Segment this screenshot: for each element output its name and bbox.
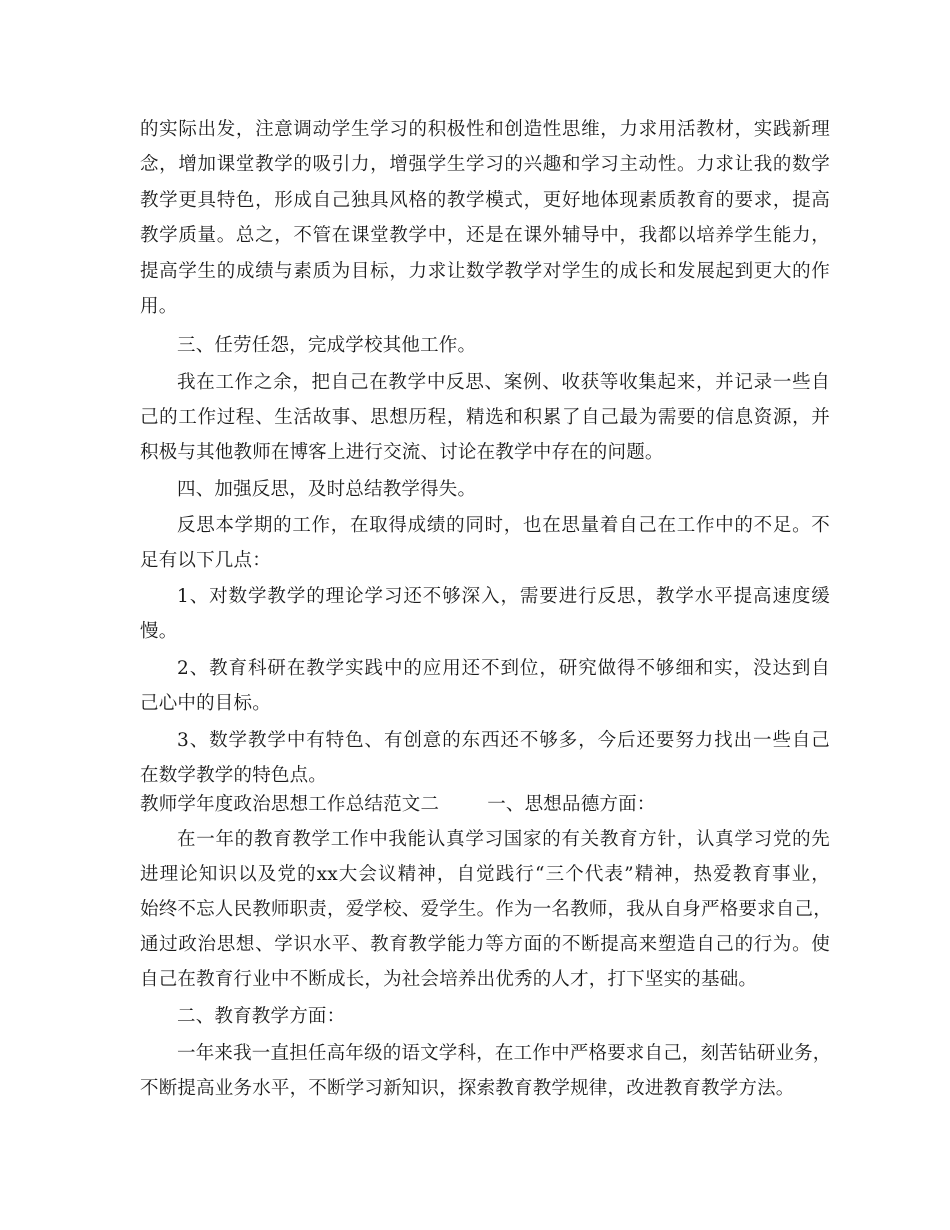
paragraph-line: 积极与其他教师在博客上进行交流、讨论在教学中存在的问题。 — [140, 442, 664, 463]
paragraph-line: 教学质量。总之，不管在课堂教学中，还是在课外辅导中，我都以培养学生能力， — [140, 225, 830, 246]
list-item-line: 3、数学教学中有特色、有创意的东西还不够多，今后还要努力找出一些自己 — [177, 730, 830, 751]
list-item-line: 慢。 — [140, 621, 178, 642]
section-heading: 四、加强反思，及时总结教学得失。 — [177, 479, 477, 500]
paragraph-line: 念，增加课堂教学的吸引力，增强学生学习的兴趣和学习主动性。力求让我的数学 — [140, 154, 830, 175]
paragraph-line: 自己在教育行业中不断成长，为社会培养出优秀的人才，打下坚实的基础。 — [140, 969, 758, 990]
paragraph-line: 的实际出发，注意调动学生学习的积极性和创造性思维，力求用活教材，实践新理 — [140, 119, 830, 140]
list-item-line: 1、对数学教学的理论学习还不够深入，需要进行反思，教学水平提高速度缓 — [177, 586, 830, 607]
paragraph-line: 用。 — [140, 296, 178, 317]
paragraph-line: 足有以下几点： — [140, 550, 271, 571]
paragraph-line: 不断提高业务水平，不断学习新知识，探索教育教学规律，改进教育教学方法。 — [140, 1078, 795, 1099]
paragraph-line: 进理论知识以及党的xx大会议精神，自觉践行“三个代表”精神，热爱教育事业， — [140, 864, 830, 885]
document-title: 教师学年度政治思想工作总结范文二 — [140, 794, 440, 815]
section-heading: 一、思想品德方面： — [487, 794, 656, 815]
paragraph-line: 己的工作过程、生活故事、思想历程，精选和积累了自己最为需要的信息资源，并 — [140, 407, 830, 428]
paragraph-line: 提高学生的成绩与素质为目标，力求让数学教学对学生的成长和发展起到更大的作 — [140, 261, 830, 282]
paragraph-line: 教学更具特色，形成自己独具风格的教学模式，更好地体现素质教育的要求，提高 — [140, 190, 830, 211]
section-heading: 二、教育教学方面： — [177, 1006, 346, 1027]
list-item-line: 2、教育科研在教学实践中的应用还不到位，研究做得不够细和实，没达到自 — [177, 658, 830, 679]
paragraph-line: 通过政治思想、学识水平、教育教学能力等方面的不断提高来塑造自己的行为。使 — [140, 934, 830, 955]
paragraph-line: 反思本学期的工作，在取得成绩的同时，也在思量着自己在工作中的不足。不 — [177, 515, 830, 536]
document-title-line — [140, 793, 830, 817]
list-item-line: 在数学教学的特色点。 — [140, 765, 328, 786]
list-item-line: 己心中的目标。 — [140, 693, 271, 714]
paragraph-line: 在一年的教育教学工作中我能认真学习国家的有关教育方针，认真学习党的先 — [177, 829, 830, 850]
paragraph-line: 我在工作之余，把自己在教学中反思、案例、收获等收集起来，并记录一些自 — [177, 372, 830, 393]
section-heading: 三、任劳任怨，完成学校其他工作。 — [177, 335, 477, 356]
paragraph-line: 始终不忘人民教师职责，爱学校、爱学生。作为一名教师，我从自身严格要求自己， — [140, 899, 832, 920]
paragraph-line: 一年来我一直担任高年级的语文学科，在工作中严格要求自己，刻苦钻研业务， — [177, 1043, 832, 1064]
